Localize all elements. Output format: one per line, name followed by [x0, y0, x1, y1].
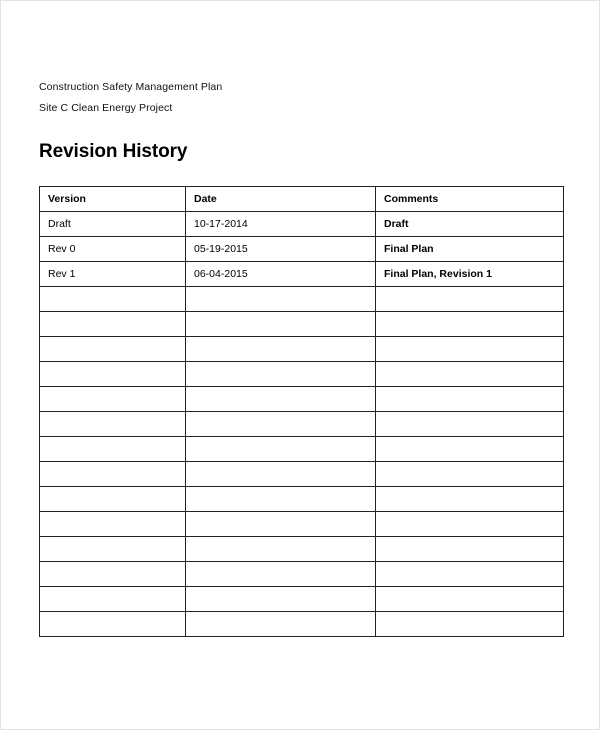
header-line-project-title: Construction Safety Management Plan [39, 81, 223, 93]
cell-version-empty [40, 312, 186, 337]
cell-version-empty [40, 337, 186, 362]
cell-date-empty [186, 487, 376, 512]
cell-version-empty [40, 412, 186, 437]
table-row-empty [40, 462, 564, 487]
cell-comments: Final Plan [376, 237, 564, 262]
table-row-empty [40, 587, 564, 612]
cell-comments-empty [376, 337, 564, 362]
cell-version-empty [40, 587, 186, 612]
cell-version-empty [40, 437, 186, 462]
cell-date-empty [186, 437, 376, 462]
cell-comments-empty [376, 587, 564, 612]
table-row-empty [40, 487, 564, 512]
cell-date-empty [186, 612, 376, 637]
cell-comments: Final Plan, Revision 1 [376, 262, 564, 287]
document-header [39, 1, 563, 119]
cell-comments-empty [376, 387, 564, 412]
cell-date-empty [186, 337, 376, 362]
cell-date-empty [186, 412, 376, 437]
cell-version-empty [40, 512, 186, 537]
column-header-date: Date [186, 187, 376, 212]
table-row-empty [40, 612, 564, 637]
cell-version-empty [40, 362, 186, 387]
cell-version: Draft [40, 212, 186, 237]
cell-date-empty [186, 537, 376, 562]
table-header-row [40, 187, 564, 212]
cell-date-empty [186, 312, 376, 337]
table-row-empty [40, 512, 564, 537]
table-row-empty [40, 362, 564, 387]
cell-date-empty [186, 387, 376, 412]
column-header-version: Version [40, 187, 186, 212]
cell-version-empty [40, 287, 186, 312]
cell-version-empty [40, 387, 186, 412]
cell-date-empty [186, 587, 376, 612]
cell-comments-empty [376, 412, 564, 437]
cell-date-empty [186, 512, 376, 537]
cell-comments-empty [376, 612, 564, 637]
cell-version: Rev 0 [40, 237, 186, 262]
table-body [40, 212, 564, 287]
cell-comments-empty [376, 537, 564, 562]
cell-date: 06-04-2015 [186, 262, 376, 287]
table-row-empty [40, 412, 564, 437]
cell-comments-empty [376, 312, 564, 337]
cell-comments-empty [376, 487, 564, 512]
cell-comments-empty [376, 287, 564, 312]
cell-date: 05-19-2015 [186, 237, 376, 262]
table-row-empty [40, 337, 564, 362]
document-body [39, 1, 563, 637]
page-title: Revision History [39, 141, 188, 162]
table-row-empty [40, 537, 564, 562]
header-line-project-name: Site C Clean Energy Project [39, 102, 173, 114]
cell-date: 10-17-2014 [186, 212, 376, 237]
cell-date-empty [186, 562, 376, 587]
cell-comments-empty [376, 462, 564, 487]
cell-version-empty [40, 537, 186, 562]
cell-date-empty [186, 462, 376, 487]
column-header-comments: Comments [376, 187, 564, 212]
cell-version: Rev 1 [40, 262, 186, 287]
cell-version-empty [40, 562, 186, 587]
table-row-empty [40, 387, 564, 412]
table-row-empty [40, 437, 564, 462]
cell-date-empty [186, 287, 376, 312]
table-row-empty [40, 287, 564, 312]
cell-date-empty [186, 362, 376, 387]
table-header [40, 187, 564, 212]
cell-version-empty [40, 612, 186, 637]
table-empty-rows [40, 287, 564, 637]
cell-comments-empty [376, 362, 564, 387]
table-row [40, 237, 564, 262]
cell-comments: Draft [376, 212, 564, 237]
revision-table-container [39, 164, 563, 637]
cell-comments-empty [376, 562, 564, 587]
cell-version-empty [40, 462, 186, 487]
cell-comments-empty [376, 437, 564, 462]
table-row-empty [40, 312, 564, 337]
table-row [40, 212, 564, 237]
table-row-empty [40, 562, 564, 587]
table-row [40, 262, 564, 287]
cell-version-empty [40, 487, 186, 512]
revision-history-table [39, 186, 564, 637]
cell-comments-empty [376, 512, 564, 537]
